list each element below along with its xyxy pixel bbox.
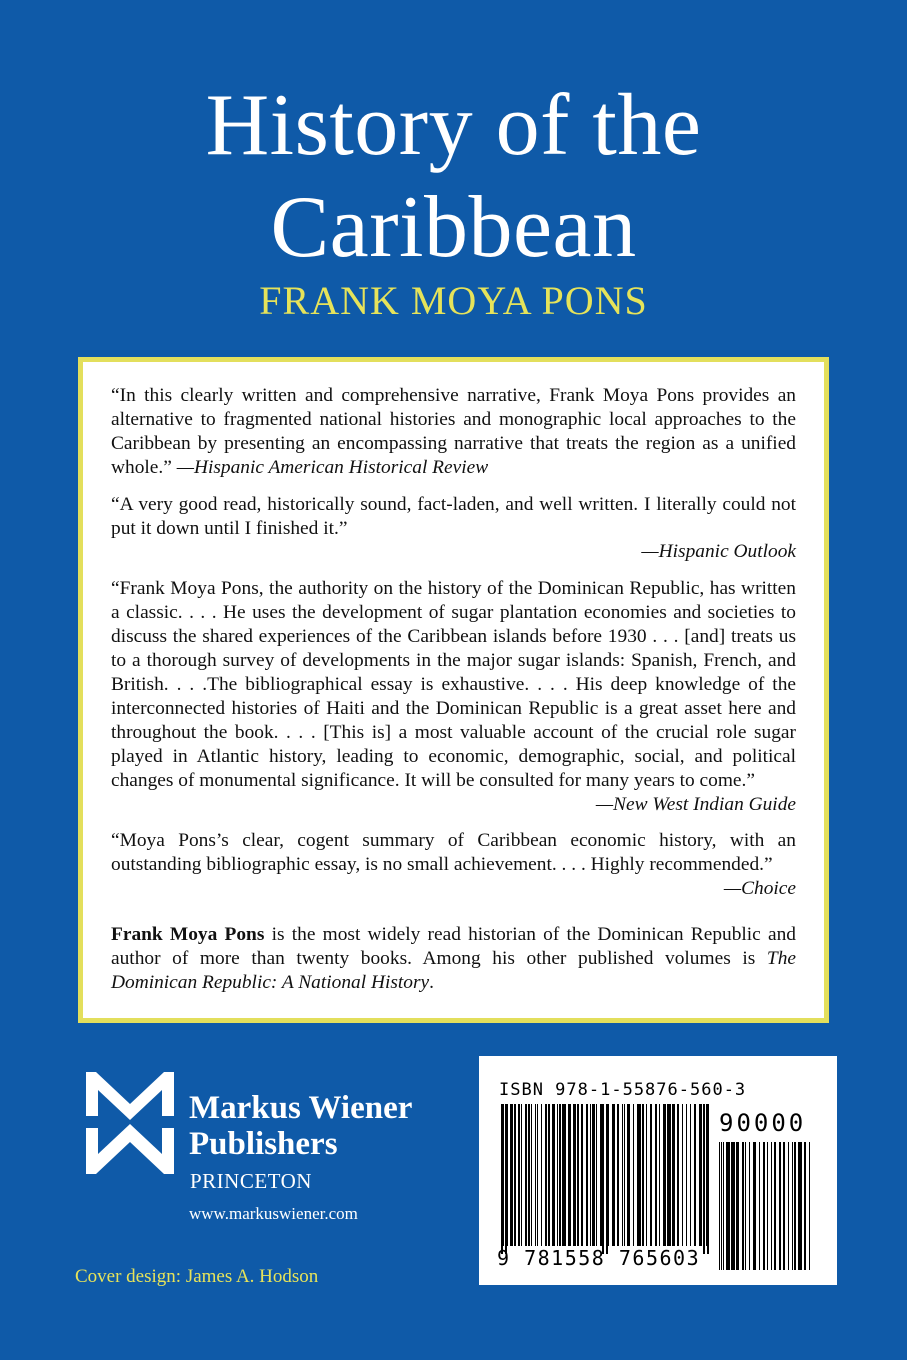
review-quote [111,577,796,816]
review-quote [111,384,796,480]
author-bio [111,923,796,995]
publisher-logo-icon [84,1064,176,1188]
bio-end: . [429,971,434,993]
review-text: “In this clearly written and comprehensive narrative, Frank Moya Pons provides an alternative to fragmented national histories and monographic local approaches to the Caribbean by presenting an encompassing narrative that treats the region as a unified whole.” [111,385,796,478]
author-name: FRANK MOYA PONS [259,278,648,323]
review-source: —Hispanic Outlook [641,541,796,563]
review-source: —Choice [723,878,796,900]
review-text: “A very good read, historically sound, fact-laden, and well written. I literally could not put it down until I finished it.” [111,493,796,539]
publisher-url: www.markuswiener.com [189,1204,358,1223]
review-box [78,357,829,1023]
review-quote [111,493,796,565]
review-quote [111,829,796,901]
publisher-name-line-1: Markus Wiener [189,1090,413,1126]
bio-text: is the most widely read historian of the Dominican Republic and author of more than twenty books. Among his other published volumes is [111,924,796,970]
review-text: “Frank Moya Pons, the authority on the history of the Dominican Republic, has written a classic. . . . He uses the development of sugar plantation economies and societies to discuss the shared experiences of the Caribbean islands before 1930 . . . [and] treats us to a thorough survey of developments in the major sugar islands: Spanish, French, and British. . . .The bibliographical essay is exhaustive. . . . His deep knowledge of the interconnected histories of Haiti and the Dominican Republic is a great asset here and throughout the book. . . . [This is] a most valuable account of the crucial role sugar played in Atlantic history, leading to economic, demographic, social, and political changes of monumental significance. It will be consulted for many years to come.” [111,578,796,791]
review-source: —New West Indian Guide [595,793,796,815]
price-code: 90000 [719,1109,807,1137]
publisher-name [189,1090,412,1162]
publisher-name-line-2: Publishers [189,1126,338,1162]
barcode-digits: 9 781558 765603 [497,1246,701,1270]
book-title-line-1: History of the [205,77,702,174]
barcode-panel [479,1056,837,1285]
book-title-line-2: Caribbean [270,179,637,276]
cover-design-credit: Cover design: James A. Hodson [75,1266,319,1287]
bio-author-name: Frank Moya Pons [111,924,265,946]
review-source: —Hispanic American Historical Review [176,456,489,478]
review-text: “Moya Pons’s clear, cogent summary of Caribbean economic history, with an outstanding bibliographic essay, is no small achievement. . . . Highly recommended.” [111,830,796,876]
isbn-text: ISBN 978-1-55876-560-3 [499,1080,747,1100]
bio-book-title: The Dominican Republic: A National History [111,948,796,993]
publisher-city: PRINCETON [190,1169,312,1193]
